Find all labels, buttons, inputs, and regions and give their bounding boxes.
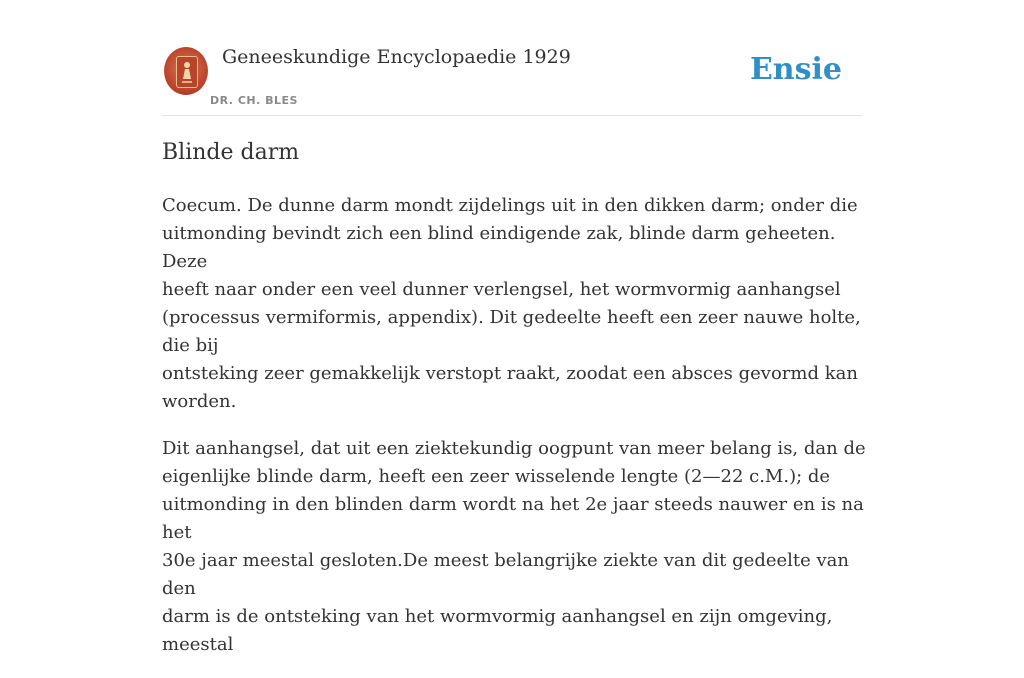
book-cover-frame: [176, 56, 198, 88]
page-header: [162, 44, 862, 116]
book-title[interactable]: Geneeskundige Encyclopaedie 1929: [222, 46, 571, 68]
book-cover-icon[interactable]: [164, 47, 208, 95]
figure-emblem-icon: [177, 57, 197, 87]
article-paragraph: Coecum. De dunne darm mondt zijdelings uit in den dikken darm; onder die uitmonding bevindt zich een blind eindigende zak, blinde darm geheeten. Deze heeft naar onder een veel dunner verlengsel, het wormvormig aanhangsel (processus vermiformis, appendix). Dit gedeelte heeft een zeer nauwe holte, die bij ontsteking zeer gemakkelijk verstopt raakt, zoodat een absces gevormd kan worden.: [162, 195, 861, 412]
author-name[interactable]: DR. CH. BLES: [210, 94, 298, 107]
article-paragraph: Dit aanhangsel, dat uit een ziektekundig oogpunt van meer belang is, dan de eigenlijke blinde darm, heeft een zeer wisselende lengte (2—22 c.M.); de uitmonding in den blinden darm wordt na het 2e jaar steeds nauwer en is na het 30e jaar meestal gesloten.De meest belangrijke ziekte van dit gedeelte van den darm is de ontsteking van het wormvormig aanhangsel en zijn omgeving, meestal: [162, 438, 866, 655]
ensie-logo-link[interactable]: Ensie: [749, 52, 842, 87]
article-body: [162, 192, 866, 678]
article-title: Blinde darm: [162, 140, 300, 165]
